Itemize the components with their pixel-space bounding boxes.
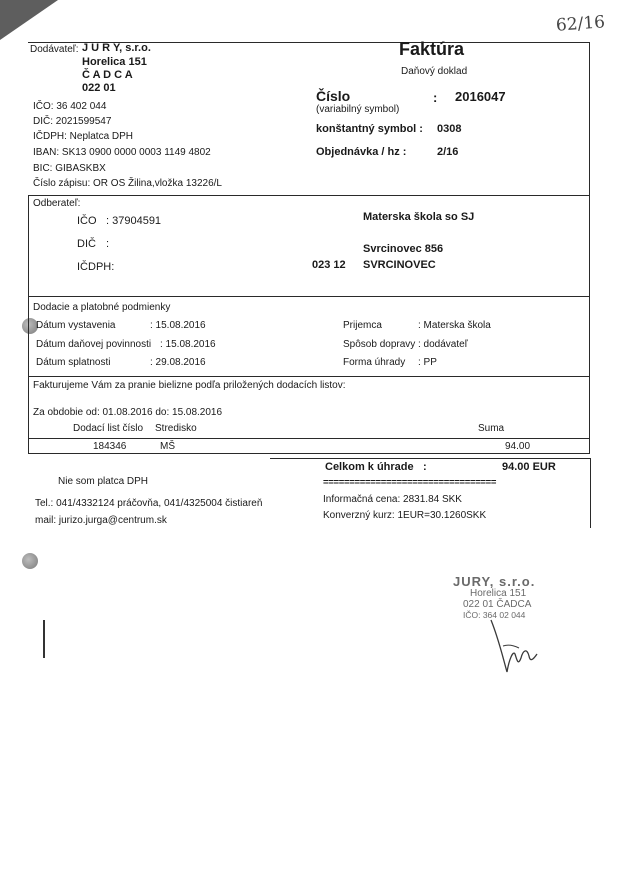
stamp-name: JURY, s.r.o. <box>453 574 536 589</box>
row-delivery-number: 184346 <box>93 441 127 452</box>
customer-dic-value: : <box>106 238 110 250</box>
stamp-ico: IČO: 364 02 044 <box>463 610 526 620</box>
supplier-name: J U R Y, s.r.o. <box>82 42 151 54</box>
due-date-value: : 29.08.2016 <box>150 357 206 368</box>
col-header-center: Stredisko <box>155 423 197 434</box>
customer-city: SVRCINOVEC <box>363 259 436 271</box>
customer-zip: 023 12 <box>312 259 346 271</box>
order-label: Objednávka / hz : <box>316 146 407 158</box>
divider-customer <box>28 195 590 196</box>
customer-street: Svrcinovec 856 <box>363 243 444 255</box>
customer-label: Odberateľ: <box>33 198 81 209</box>
due-date-label: Dátum splatnosti <box>36 357 111 368</box>
invoice-period: Za obdobie od: 01.08.2016 do: 15.08.2016 <box>33 407 223 418</box>
const-symbol-value: 0308 <box>437 123 462 135</box>
divider-terms <box>28 296 590 297</box>
customer-name: Materska škola so SJ <box>363 211 475 223</box>
table-bottom-line <box>28 453 590 454</box>
row-center: MŠ <box>160 441 175 452</box>
invoice-number-sublabel: (variabilný symbol) <box>316 104 400 115</box>
invoice-intro: Fakturujeme Vám za pranie bielizne podľa priložených dodacích listov: <box>33 380 346 391</box>
invoice-number-colon: : <box>433 90 438 105</box>
frame-left <box>28 195 29 453</box>
total-colon: : <box>423 461 427 473</box>
contact-email: mail: jurizo.jurga@centrum.sk <box>35 515 167 526</box>
supplier-icdph: IČDPH: Neplatca DPH <box>33 131 134 142</box>
tax-date-value: : 15.08.2016 <box>160 339 216 350</box>
tax-date-label: Dátum daňovej povinnosti <box>36 339 152 350</box>
total-label: Celkom k úhrade <box>325 461 414 473</box>
stamp-street: Horelica 151 <box>470 588 527 599</box>
total-separator: ================================= <box>323 477 497 488</box>
customer-dic-label: DIČ <box>77 238 96 250</box>
punch-hole-bottom <box>22 553 38 569</box>
customer-ico-label: IČO <box>77 215 97 227</box>
invoice-subtitle: Daňový doklad <box>401 66 468 77</box>
payment-label: Forma úhrady <box>343 357 406 368</box>
customer-icdph-label: IČDPH: <box>77 261 115 273</box>
signature <box>485 610 545 680</box>
conversion-rate: Konverzný kurz: 1EUR=30.1260SKK <box>323 510 487 521</box>
contact-phone: Tel.: 041/4332124 práčovňa, 041/4325004 čistiareň <box>35 498 263 509</box>
const-symbol-label: konštantný symbol : <box>316 123 423 135</box>
invoice-number-value: 2016047 <box>455 89 506 104</box>
issue-date-value: : 15.08.2016 <box>150 320 206 331</box>
col-header-delivery: Dodací list číslo <box>73 423 144 434</box>
terms-heading: Dodacie a platobné podmienky <box>33 302 171 313</box>
scan-corner-shadow <box>0 0 58 40</box>
supplier-label: Dodávateľ: <box>30 44 79 55</box>
supplier-street: Horelica 151 <box>82 56 147 68</box>
handwritten-note: 62/16 <box>555 12 606 36</box>
transport-value: : dodávateľ <box>418 339 468 350</box>
scan-mark <box>43 620 45 658</box>
supplier-zip: 022 01 <box>82 82 116 94</box>
customer-ico-value: : 37904591 <box>106 215 162 227</box>
divider-body <box>28 376 590 377</box>
col-header-sum: Suma <box>478 423 505 434</box>
total-value: 94.00 EUR <box>502 461 556 473</box>
frame-right <box>589 42 590 453</box>
issue-date-label: Dátum vystavenia <box>36 320 116 331</box>
supplier-ico: IČO: 36 402 044 <box>33 101 107 112</box>
invoice-number-label: Číslo <box>316 88 351 104</box>
table-header-line <box>28 438 590 439</box>
row-sum: 94.00 <box>505 441 531 452</box>
supplier-bic: BIC: GIBASKBX <box>33 163 106 174</box>
supplier-iban: IBAN: SK13 0900 0000 0003 1149 4802 <box>33 147 211 158</box>
supplier-dic: DIČ: 2021599547 <box>33 116 112 127</box>
info-price: Informačná cena: 2831.84 SKK <box>323 494 462 505</box>
supplier-city: Č A D C A <box>82 69 133 81</box>
stamp-city: 022 01 ČADCA <box>463 599 532 610</box>
recipient-label: Prijemca <box>343 320 382 331</box>
payment-value: : PP <box>418 357 437 368</box>
invoice-title: Faktúra <box>399 39 465 59</box>
vat-note: Nie som platca DPH <box>58 476 149 487</box>
supplier-registry: Číslo zápisu: OR OS Žilina,vložka 13226/L <box>33 178 222 189</box>
transport-label: Spôsob dopravy <box>343 339 416 350</box>
recipient-value: : Materska škola <box>418 320 491 331</box>
order-value: 2/16 <box>437 146 459 158</box>
